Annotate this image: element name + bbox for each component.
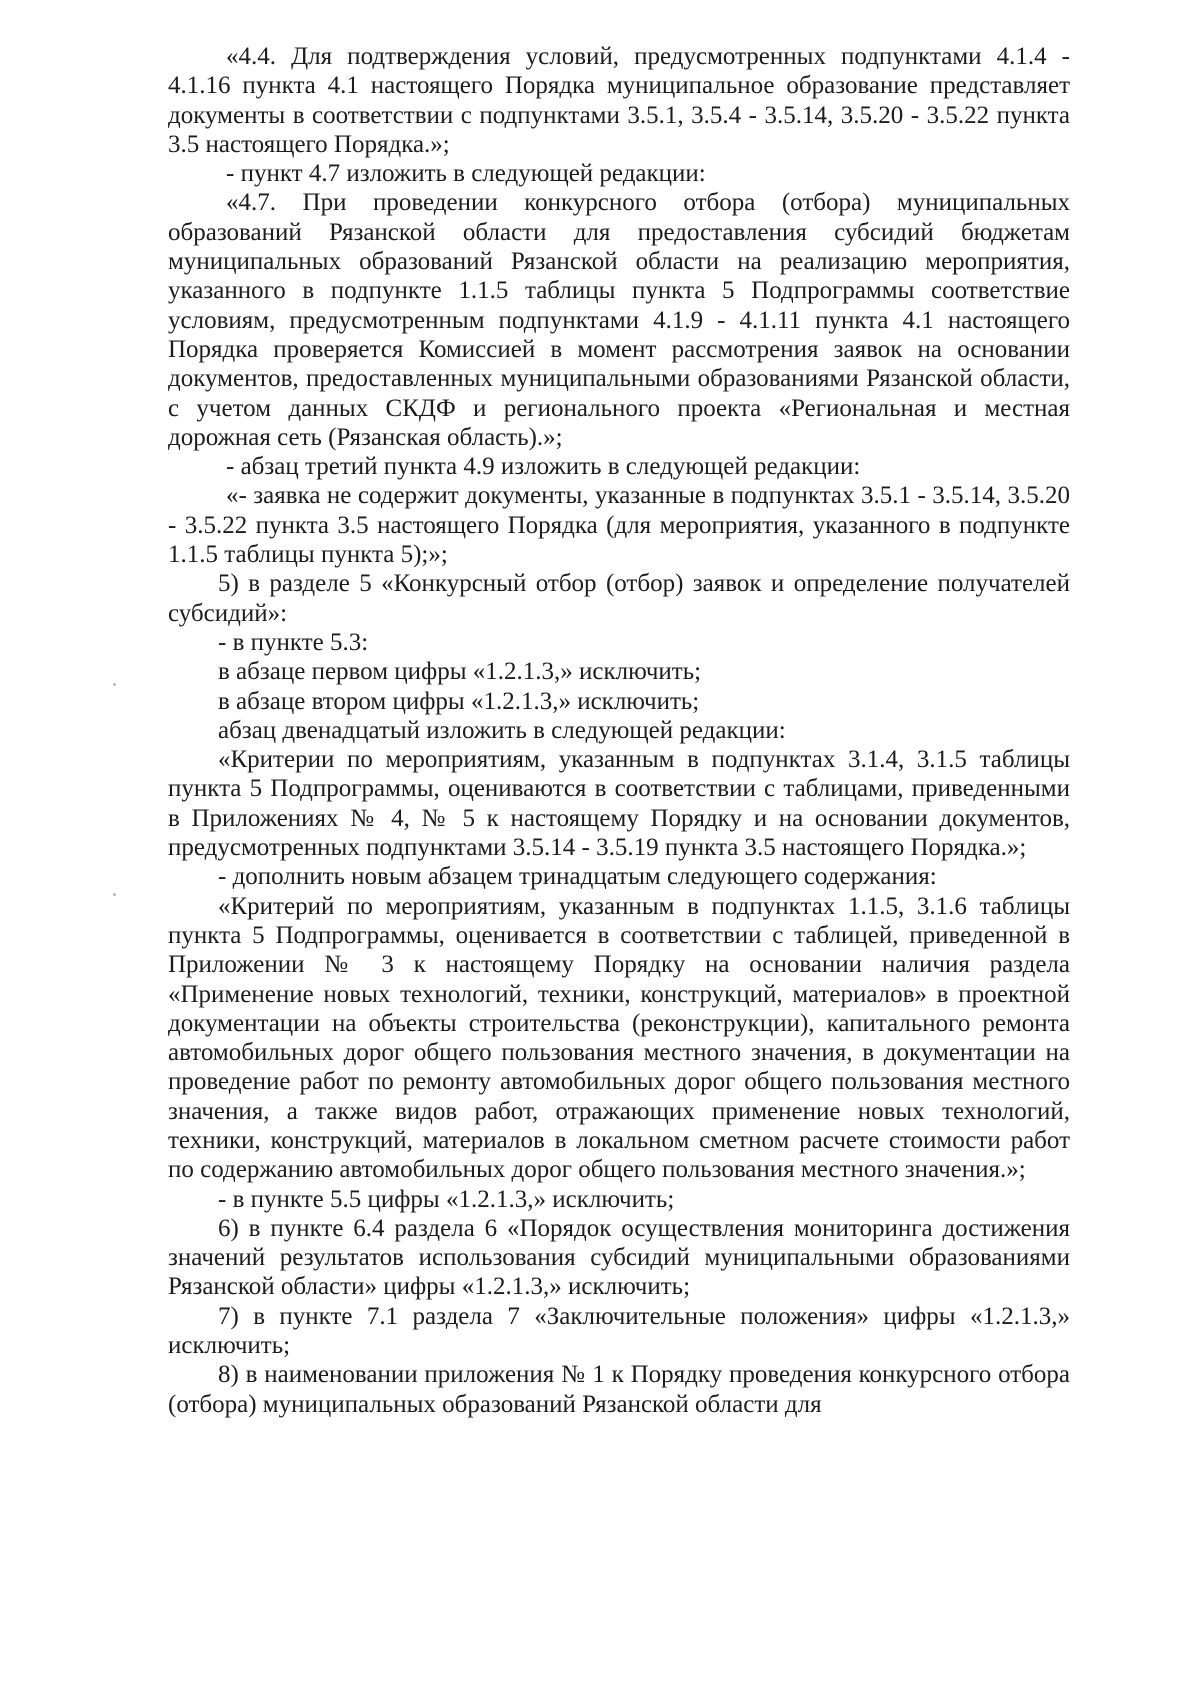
- paragraph-section-5: 5) в разделе 5 «Конкурсный отбор (отбор) заявок и определение получателей субсидий»:: [168, 570, 1070, 627]
- paragraph-section-7: 7) в пункте 7.1 раздела 7 «Заключительные положения» цифры «1.2.1.3,» исключить;: [168, 1302, 1070, 1360]
- paragraph-item-5-3: - в пункте 5.3:: [218, 628, 369, 656]
- paragraph-4-7: «4.7. При проведении конкурсного отбора (отбора) муниципальных образований Рязанской области для предоставления субсидий бюджетам муниципальных образований Рязанской области на реализацию мероприятия, указанного в подпункте 1.1.5 таблицы пункта 5 Подпрограммы соответствие условиям, предусмотренным подпунктами 4.1.9 - 4.1.11 пункта 4.1 настоящего Порядка проверяется Комиссией в момент рассмотрения заявок на основании документов, предоставленных муниципальными образованиями Рязанской области, с учетом данных СКДФ и регионального проекта «Региональная и местная дорожная сеть (Рязанская область).»;: [168, 189, 1070, 451]
- paragraph-twelfth-abzac: абзац двенадцатый изложить в следующей редакции:: [218, 716, 786, 744]
- paragraph-appendix-1: 8) в наименовании приложения № 1 к Порядку проведения конкурсного отбора (отбора) муниципальных образований Рязанской области для: [168, 1361, 1070, 1418]
- paragraph-criteria-1-1-5: «Критерий по мероприятиям, указанным в подпунктах 1.1.5, 3.1.6 таблицы пункта 5 Подпрограммы, оценивается в соответствии с таблицей, приведенной в Приложении № 3 к настоящему Порядку на основании наличия раздела «Применение новых технологий, техники, конструкций, материалов» в проектной документации на объекты строительства (реконструкции), капитального ремонта автомобильных дорог общего пользования местного значения, в документации на проведение работ по ремонту автомобильных дорог общего пользования местного значения, а также видов работ, отражающих применение новых технологий, техники, конструкций, материалов в локальном сметном расчете стоимости работ по содержанию автомобильных дорог общего пользования местного значения.»;: [168, 892, 1070, 1184]
- paragraph-4-9-text: «- заявка не содержит документы, указанные в подпунктах 3.5.1 - 3.5.14, 3.5.20 - 3.5.22 пункта 3.5 настоящего Порядка (для мероприятия, указанного в подпункте 1.1.5 таблицы пункта 5);»;: [168, 482, 1070, 569]
- paragraph-criteria-3-1: «Критерии по мероприятиям, указанным в подпунктах 3.1.4, 3.1.5 таблицы пункта 5 Подпрограммы, оцениваются в соответствии с таблицами, приведенными в Приложениях № 4, № 5 к настоящему Порядку и на основании документов, предусмотренных подпунктами 3.5.14 - 3.5.19 пункта 3.5 настоящего Порядка.»;: [168, 746, 1070, 862]
- paragraph-section-6: 6) в пункте 6.4 раздела 6 «Порядок осуществления мониторинга достижения значений результатов использования субсидий муниципальными образованиями Рязанской области» цифры «1.2.1.3,» исключить;: [168, 1214, 1070, 1301]
- scan-speck: [113, 893, 116, 896]
- paragraph-4-4: «4.4. Для подтверждения условий, предусмотренных подпунктами 4.1.4 - 4.1.16 пункта 4.1 настоящего Порядка муниципальное образование представляет документы в соответствии с подпунктами 3.5.1, 3.5.4 - 3.5.14, 3.5.20 - 3.5.22 пункта 3.5 настоящего Порядка.»;: [168, 43, 1070, 158]
- paragraph-first-abzac: в абзаце первом цифры «1.2.1.3,» исключить;: [218, 658, 702, 686]
- document-body: [168, 42, 1070, 1419]
- paragraph-item-4-9-instruction: - абзац третий пункта 4.9 изложить в следующей редакции:: [226, 453, 861, 481]
- scan-speck: [113, 683, 116, 686]
- paragraph-item-5-5: - в пункте 5.5 цифры «1.2.1.3,» исключить;: [218, 1185, 675, 1213]
- paragraph-second-abzac: в абзаце втором цифры «1.2.1.3,» исключить;: [218, 687, 700, 715]
- paragraph-add-thirteenth: - дополнить новым абзацем тринадцатым следующего содержания:: [218, 863, 937, 891]
- paragraph-item-4-7-instruction: - пункт 4.7 изложить в следующей редакции:: [226, 160, 706, 188]
